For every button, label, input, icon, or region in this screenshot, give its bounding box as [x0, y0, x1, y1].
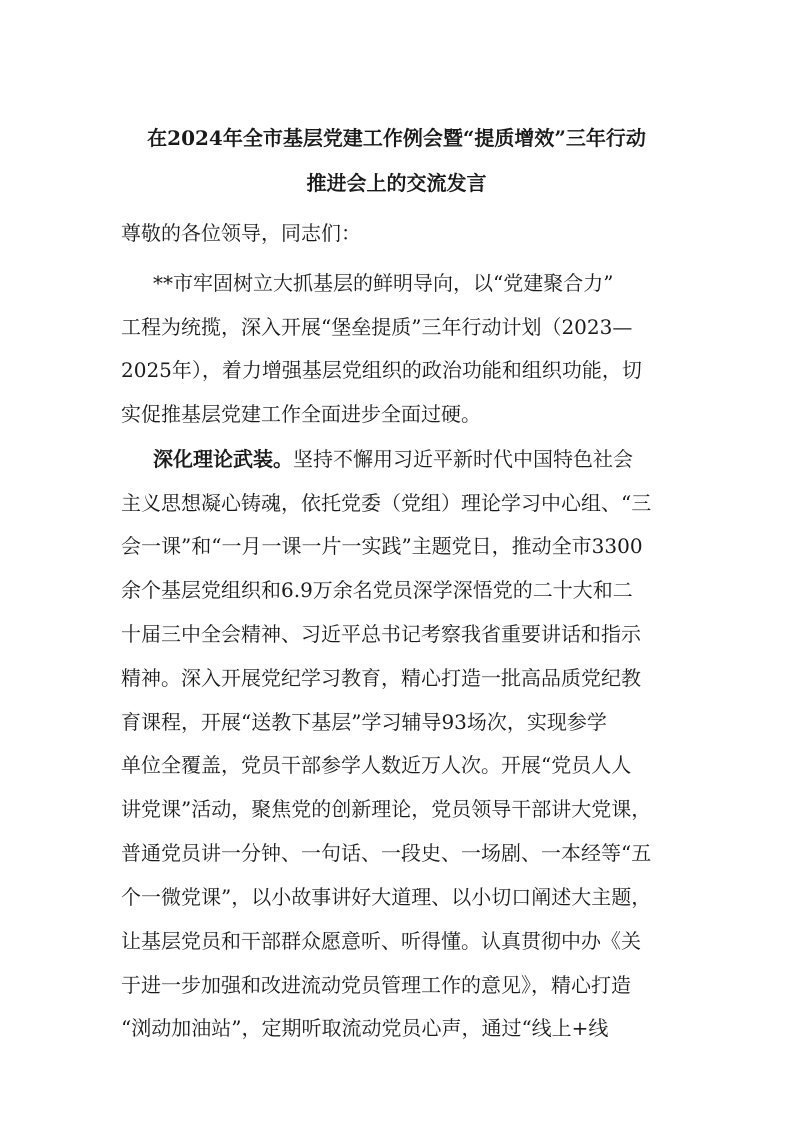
section-line: 育课程，开展“送教下基层”学习辅导93场次，实现参学: [121, 710, 607, 734]
section-line: 普通党员讲一分钟、一句话、一段史、一场剧、一本经等“五: [121, 841, 652, 865]
section-line: 个一微党课”，以小故事讲好大道理、以小切口阐述大主题，: [121, 885, 652, 909]
section-line: 会一课”和“一月一课一片一实践”主题党日，推动全市3300: [121, 534, 643, 558]
section-first-line-text: 坚持不懈用习近平新时代中国特色社会: [293, 447, 633, 471]
section-line: 单位全覆盖，党员干部参学人数近万人次。开展“党员人人: [121, 753, 632, 777]
section-line: 十届三中全会精神、习近平总书记考察我省重要讲话和指示: [121, 622, 641, 646]
section-line: 让基层党员和干部群众愿意听、听得懂。认真贯彻中办《关: [121, 929, 641, 953]
section-line: 讲党课”活动，聚焦党的创新理论，党员领导干部讲大党课，: [121, 797, 652, 821]
section-line: 余个基层党组织和6.9万余名党员深学深悟党的二十大和二: [121, 578, 633, 602]
intro-line: 实促推基层党建工作全面进步全面过硬。: [121, 402, 481, 426]
salutation: 尊敬的各位领导，同志们：: [121, 221, 361, 245]
document-title-line-1: 在2024年全市基层党建工作例会暨“提质增效”三年行动: [147, 126, 646, 150]
intro-line: 2025年），着力增强基层党组织的政治功能和组织功能，切: [121, 358, 642, 382]
section-line: 主义思想凝心铸魂，依托党委（党组）理论学习中心组、“三: [121, 491, 652, 515]
section-line: 精神。深入开展党纪学习教育，精心打造一批高品质党纪教: [121, 666, 641, 690]
intro-line: 工程为统揽，深入开展“堡垒提质”三年行动计划（2023—: [121, 315, 633, 339]
intro-line: **市牢固树立大抓基层的鲜明导向，以“党建聚合力”: [153, 271, 614, 295]
section-line: “浏动加油站”，定期听取流动党员心声，通过“线上+线: [121, 1016, 609, 1040]
document-title-line-2: 推进会上的交流发言: [306, 171, 487, 195]
section-first-line: [153, 446, 633, 472]
section-heading: 深化理论武装。: [153, 447, 293, 471]
section-line: 于进一步加强和改进流动党员管理工作的意见》，精心打造: [121, 973, 631, 997]
